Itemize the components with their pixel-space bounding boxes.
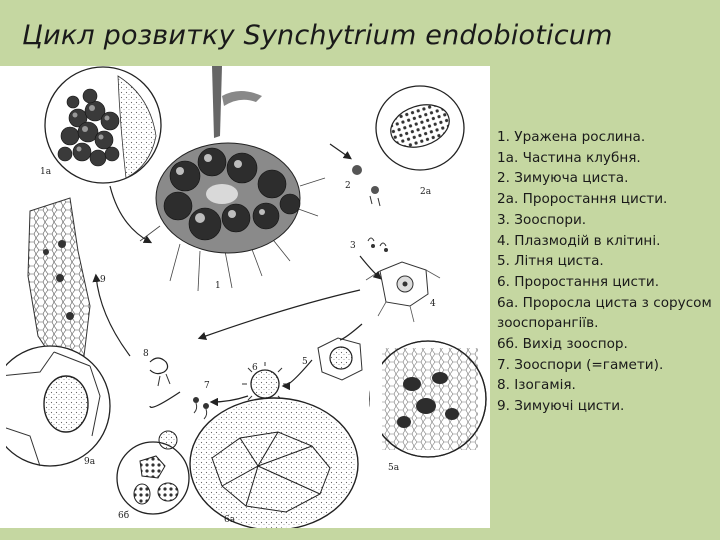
label-4: 4 (430, 299, 436, 309)
legend-item: 5. Літня циста. (497, 253, 604, 270)
legend-item: 1a. Частина клубня. (497, 149, 641, 166)
legend-item: 6. Проростання цисти. (497, 273, 660, 290)
label-1: 1 (215, 281, 221, 291)
sprouted-cyst-sorus-illustration (190, 398, 358, 528)
label-6: 6 (252, 363, 258, 373)
legend-item: 1. Уражена рослина. (497, 129, 646, 145)
legend-item: 7. Зооспори (=гамети). (497, 356, 664, 373)
label-2a: 2a (420, 187, 432, 197)
legend-item: 8. Ізогамія. (497, 377, 576, 394)
label-5: 5 (302, 357, 308, 367)
label-3: 3 (350, 241, 356, 251)
winter-cysts-illustration (28, 198, 90, 366)
legend-item: 2a. Проростання цисти. (497, 191, 668, 208)
slide-title: Цикл розвитку Synchytrium endobioticum (22, 20, 613, 51)
label-2: 2 (345, 181, 351, 191)
legend-item: 3. Зооспори. (497, 211, 587, 228)
label-9a: 9a (84, 457, 96, 467)
winter-cyst-illustration (352, 86, 464, 252)
legend-item: 2. Зимуюча циста. (497, 170, 629, 187)
label-6b: 6б (118, 511, 130, 521)
zoospore-exit-illustration (117, 431, 189, 514)
label-9: 9 (100, 275, 106, 285)
isogamy-illustration (150, 358, 209, 419)
infected-plant-illustration (140, 66, 325, 291)
plasmodium-cell-illustration (366, 262, 440, 322)
label-7: 7 (204, 381, 210, 391)
label-6a: 6a (224, 515, 236, 525)
legend-item: 6б. Вихід зооспор. (497, 336, 628, 353)
legend-item: 9. Зимуючі цисти. (497, 398, 625, 415)
legend-item: 6a. Проросла циста з сорусом зооспорангіїв. (497, 294, 712, 332)
cyst-in-cell-illustration (0, 336, 110, 476)
label-1a: 1a (40, 167, 52, 177)
life-cycle-diagram (0, 66, 490, 528)
legend-list (497, 127, 719, 417)
label-5a: 5a (388, 463, 400, 473)
label-8: 8 (143, 349, 149, 359)
tuber-part-illustration (45, 67, 161, 183)
legend-item: 4. Плазмодій в клітині. (497, 232, 661, 249)
